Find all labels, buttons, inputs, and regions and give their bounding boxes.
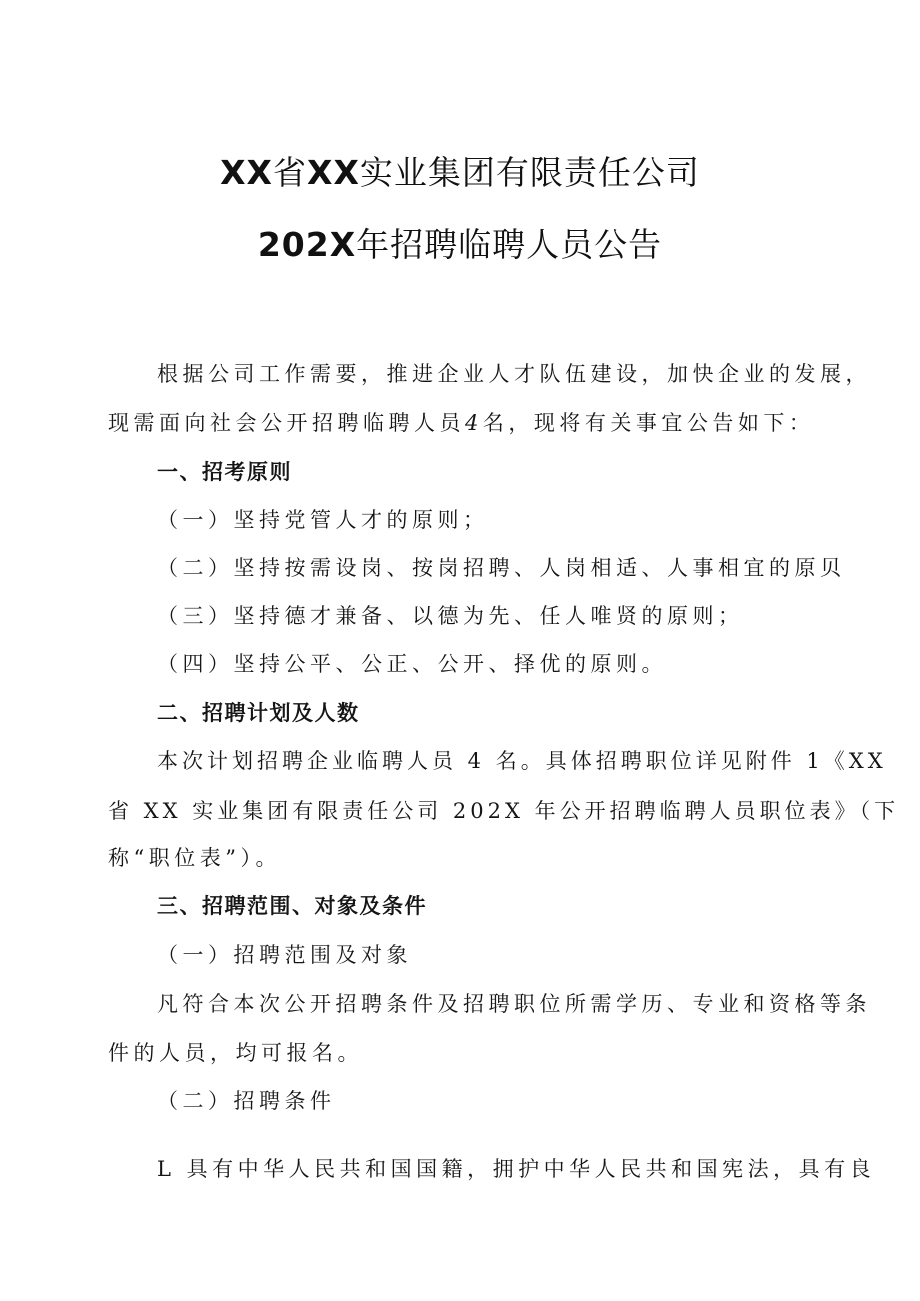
section2-para-line-1: 本次计划招聘企业临聘人员 4 名。具体招聘职位详见附件 1《XX <box>157 749 887 773</box>
intro-line-1: 根据公司工作需要，推进企业人才队伍建设，加快企业的发展， <box>157 362 871 386</box>
section3-heading: 三、招聘范围、对象及条件 <box>157 894 427 918</box>
section3-sub-2: （二）招聘条件 <box>157 1089 336 1113</box>
section1-heading: 一、招考原则 <box>157 460 292 484</box>
intro-text-b: 名，现将有关事宜公告如下： <box>482 411 815 435</box>
section2-para-line-2: 省 XX 实业集团有限责任公司 202X 年公开招聘临聘人员职位表》（下 <box>108 799 900 823</box>
section1-item-3: （三）坚持德才兼备、以德为先、任人唯贤的原则； <box>157 604 744 628</box>
section1-item-2: （二）坚持按需设岗、按岗招聘、人岗相适、人事相宜的原贝 <box>157 556 846 580</box>
title-xx-1: XX <box>220 153 273 192</box>
title-line-1 <box>0 153 920 193</box>
title-year: 202X <box>257 225 357 264</box>
section3-sub-1: （一）招聘范围及对象 <box>157 943 412 967</box>
intro-text-a: 现需面向社会公开招聘临聘人员 <box>108 411 465 435</box>
section3-condition-1: L 具有中华人民共和国国籍，拥护中华人民共和国宪法，具有良 <box>157 1157 876 1181</box>
section2-para-line-3: 称“职位表”）。 <box>108 846 281 870</box>
title-province: 省 <box>273 153 307 192</box>
title-company: 实业集团有限责任公司 <box>359 153 700 192</box>
section3-sub1-para-line-1: 凡符合本次公开招聘条件及招聘职位所需学历、专业和资格等条 <box>157 992 871 1016</box>
section1-item-4: （四）坚持公平、公正、公开、择优的原则。 <box>157 652 667 676</box>
title-line-2 <box>0 225 920 265</box>
section1-item-1: （一）坚持党管人才的原则； <box>157 508 489 532</box>
title-notice: 年招聘临聘人员公告 <box>356 225 663 264</box>
intro-count: 4 <box>465 411 483 435</box>
section2-heading: 二、招聘计划及人数 <box>157 701 360 725</box>
section3-sub1-para-line-2: 件的人员，均可报名。 <box>108 1041 363 1065</box>
intro-line-2 <box>108 408 814 438</box>
title-xx-2: XX <box>307 153 360 192</box>
